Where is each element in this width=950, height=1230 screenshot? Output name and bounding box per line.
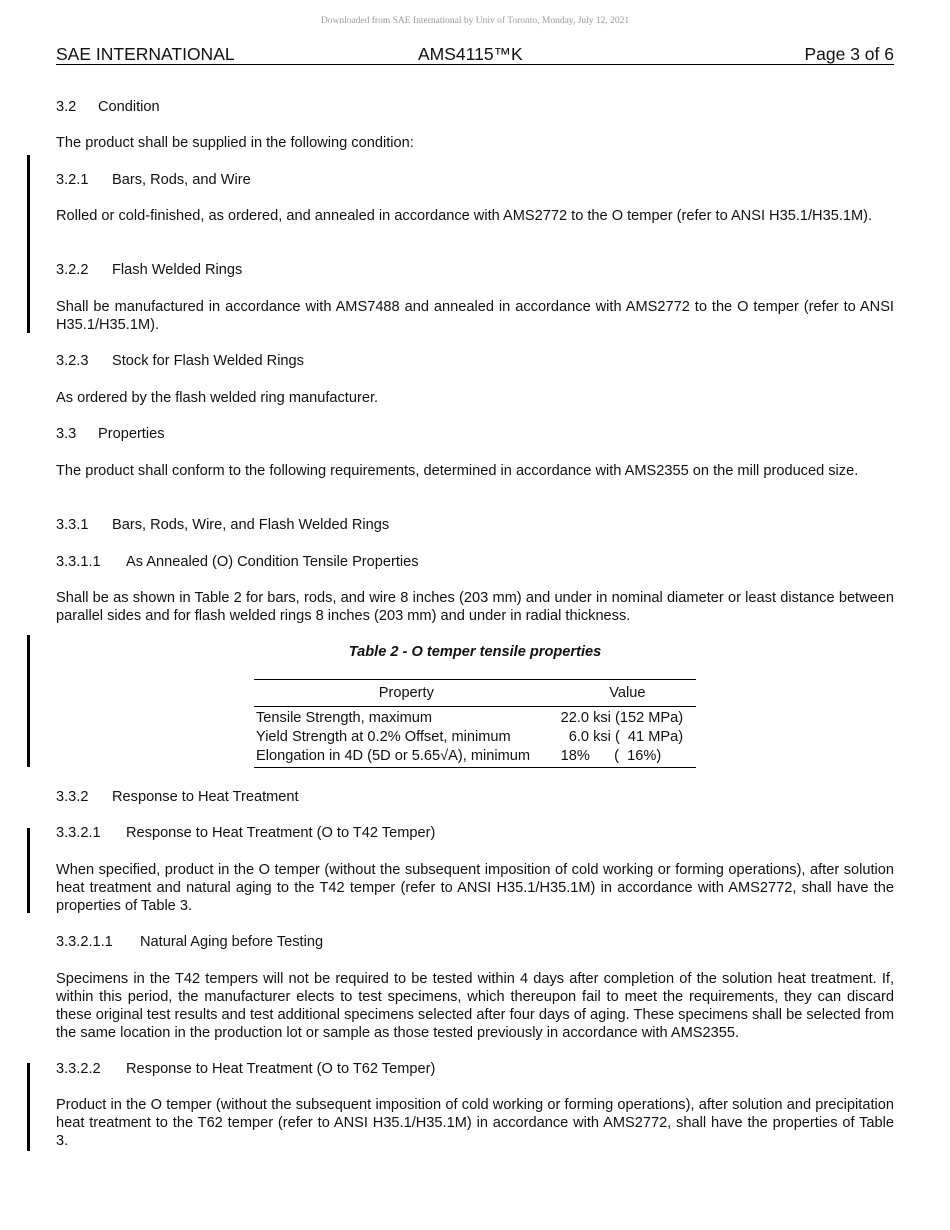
- table-row: [254, 728, 696, 747]
- section-heading: 3.3.2.1.1 Natural Aging before Testing: [56, 934, 324, 950]
- section-heading: 3.3.2.1 Response to Heat Treatment (O to T42 Temper): [56, 825, 436, 841]
- revision-bar: [27, 635, 30, 767]
- section-heading: 3.3.1.1 As Annealed (O) Condition Tensile Properties: [56, 554, 419, 570]
- header-doc-id: AMS4115™K: [418, 44, 523, 64]
- paragraph: Rolled or cold-finished, as ordered, and annealed in accordance with AMS2772 to the O temper (refer to ANSI H35.1/H35.1M).: [56, 208, 873, 224]
- table-cell-value: 22.0 ksi (152 MPa): [560, 710, 684, 726]
- table-cell-property: Yield Strength at 0.2% Offset, minimum: [256, 729, 511, 745]
- paragraph: Specimens in the T42 tempers will not be required to be tested within 4 days after completion of the solution heat treatment. If, within this period, the manufacturer elects to test specimens, which thereupon fail to meet the requirements, they can discard these original test results and test additional specimens selected after four days of aging. These specimens shall be selected from the same location in the production lot or sample as those tested previously in accordance with AMS2355.: [56, 971, 894, 1041]
- paragraph: The product shall conform to the following requirements, determined in accordance with AMS2355 on the mill produced size.: [56, 463, 859, 479]
- paragraph: When specified, product in the O temper (without the subsequent imposition of cold working or forming operations), after solution heat treatment and natural aging to the T42 temper (refer to ANSI H35.1/H35.1M) in accordance with AMS2772, shall have the properties of Table 3.: [56, 862, 894, 914]
- table-header-value: Value: [559, 680, 696, 707]
- paragraph: The product shall be supplied in the following condition:: [56, 135, 414, 151]
- section-heading: 3.2.3 Stock for Flash Welded Rings: [56, 353, 304, 369]
- tensile-properties-table: [254, 679, 696, 768]
- revision-bar: [27, 828, 30, 913]
- table-cell-property: Tensile Strength, maximum: [256, 710, 433, 726]
- section-heading: 3.2 Condition: [56, 99, 160, 115]
- paragraph: Shall be as shown in Table 2 for bars, rods, and wire 8 inches (203 mm) and under in nominal diameter or least distance between parallel sides and for flash welded rings 8 inches (203 mm) and under in radial thickness.: [56, 590, 894, 624]
- revision-bar: [27, 1063, 30, 1151]
- table-caption: Table 2 - O temper tensile properties: [348, 644, 602, 660]
- header-page-number: Page 3 of 6: [804, 44, 894, 64]
- revision-bar: [27, 155, 30, 333]
- section-heading: 3.3 Properties: [56, 426, 165, 442]
- table-row: [254, 747, 696, 768]
- table-cell-value: 6.0 ksi ( 41 MPa): [560, 729, 684, 745]
- table-row: [254, 707, 696, 729]
- section-heading: 3.3.2 Response to Heat Treatment: [56, 789, 299, 805]
- paragraph: As ordered by the flash welded ring manufacturer.: [56, 390, 379, 406]
- paragraph: Product in the O temper (without the subsequent imposition of cold working or forming operations), after solution and precipitation heat treatment to the T62 temper (refer to ANSI H35.1/H35.1M) in accordance with AMS2772, shall have the properties of Table 3.: [56, 1097, 894, 1149]
- download-watermark: Downloaded from SAE International by Univ of Toronto, Monday, July 12, 2021: [320, 16, 630, 26]
- section-heading: 3.2.1 Bars, Rods, and Wire: [56, 172, 251, 188]
- section-heading: 3.3.1 Bars, Rods, Wire, and Flash Welded Rings: [56, 517, 390, 533]
- page-header: [56, 44, 894, 65]
- header-org: SAE INTERNATIONAL: [56, 44, 235, 64]
- table-cell-property: Elongation in 4D (5D or 5.65√A), minimum: [254, 747, 559, 768]
- paragraph: Shall be manufactured in accordance with AMS7488 and annealed in accordance with AMS2772 to the O temper (refer to ANSI H35.1/H35.1M).: [56, 299, 894, 333]
- section-heading: 3.2.2 Flash Welded Rings: [56, 262, 243, 278]
- table-header-property: Property: [254, 680, 559, 707]
- table-cell-value: 18% ( 16%): [559, 747, 696, 768]
- section-heading: 3.3.2.2 Response to Heat Treatment (O to T62 Temper): [56, 1061, 436, 1077]
